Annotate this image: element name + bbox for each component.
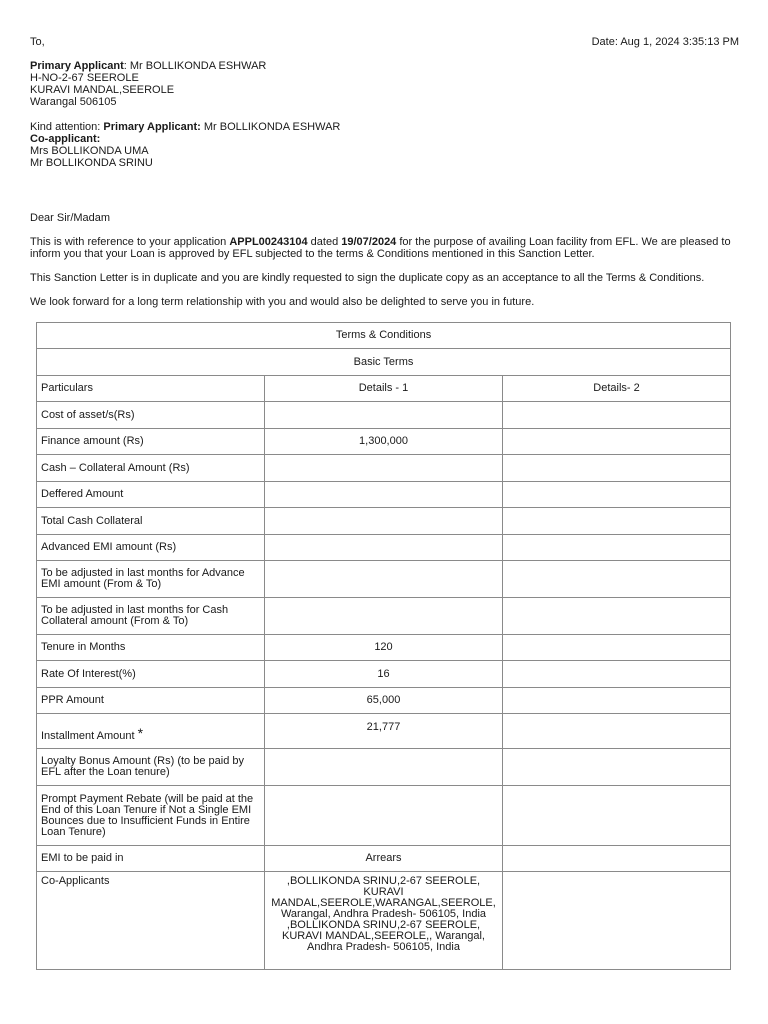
- row-details-1: [265, 749, 503, 786]
- row-details-2: [503, 872, 731, 970]
- address-line-2: KURAVI MANDAL,SEEROLE: [30, 84, 175, 96]
- row-details-1: 120: [265, 635, 503, 661]
- row-label: Installment Amount *: [37, 714, 265, 749]
- row-details-2: [503, 786, 731, 846]
- row-details-1: [265, 786, 503, 846]
- header-details-1: Details - 1: [265, 376, 503, 402]
- row-details-2: [503, 508, 731, 535]
- table-row: [37, 402, 731, 429]
- row-label: Finance amount (Rs): [37, 429, 265, 455]
- table-row: [37, 846, 731, 872]
- row-details-1: [265, 535, 503, 561]
- row-details-1: 21,777: [265, 714, 503, 749]
- primary-applicant-label: Primary Applicant: [30, 60, 124, 72]
- table-row: [37, 508, 731, 535]
- co-applicant-1: Mrs BOLLIKONDA UMA: [30, 145, 149, 157]
- row-label: To be adjusted in last months for Cash Collateral amount (From & To): [37, 598, 265, 635]
- table-row: [37, 482, 731, 508]
- terms-table: [36, 322, 731, 970]
- application-date: 19/07/2024: [341, 236, 397, 248]
- row-details-2: [503, 688, 731, 714]
- row-label: Cash – Collateral Amount (Rs): [37, 455, 265, 482]
- table-row: [37, 786, 731, 846]
- row-label: Advanced EMI amount (Rs): [37, 535, 265, 561]
- row-details-2: [503, 482, 731, 508]
- attention-line: [30, 121, 340, 133]
- to-line: To,: [30, 36, 45, 48]
- row-details-2: [503, 429, 731, 455]
- row-details-1: [265, 561, 503, 598]
- row-details-2: [503, 846, 731, 872]
- header-particulars: Particulars: [37, 376, 265, 402]
- row-details-1: [265, 455, 503, 482]
- row-details-2: [503, 635, 731, 661]
- attention-block: [30, 121, 340, 169]
- row-label: Rate Of Interest(%): [37, 661, 265, 688]
- row-details-2: [503, 402, 731, 429]
- co-applicant-2: Mr BOLLIKONDA SRINU: [30, 157, 153, 169]
- table-title-row: [37, 323, 731, 349]
- paragraph-3: We look forward for a long term relationship with you and would also be delighted to serve you in future.: [30, 296, 535, 308]
- header-details-2: Details- 2: [503, 376, 731, 402]
- table-row: [37, 561, 731, 598]
- salutation: Dear Sir/Madam: [30, 212, 111, 224]
- row-details-2: [503, 661, 731, 688]
- row-details-2: [503, 455, 731, 482]
- attention-primary-label: Primary Applicant:: [103, 121, 201, 133]
- address-block: [30, 60, 266, 108]
- table-row: [37, 749, 731, 786]
- paragraph-2: This Sanction Letter is in duplicate and you are kindly requested to sign the duplicate copy as an acceptance to all the Terms & Conditions.: [30, 272, 705, 284]
- table-row: [37, 635, 731, 661]
- table-subtitle-row: [37, 349, 731, 376]
- row-details-1: ,BOLLIKONDA SRINU,2-67 SEEROLE, KURAVI MANDAL,SEEROLE,WARANGAL,SEEROLE, Warangal, Andhra Pradesh- 506105, India ,BOLLIKONDA SRINU,2-67 SEEROLE, KURAVI MANDAL,SEEROLE,, Warangal, Andhra Pradesh- 506105, India: [265, 872, 503, 970]
- primary-applicant-name: : Mr BOLLIKONDA ESHWAR: [123, 60, 267, 72]
- letter-date: Date: Aug 1, 2024 3:35:13 PM: [591, 36, 739, 48]
- table-row: [37, 598, 731, 635]
- table-row: [37, 872, 731, 970]
- address-line-3: Warangal 506105: [30, 96, 117, 108]
- row-label: Deffered Amount: [37, 482, 265, 508]
- row-label: Prompt Payment Rebate (will be paid at the End of this Loan Tenure if Not a Single EMI Bounces due to Insufficient Funds in Entire Loan Tenure): [37, 786, 265, 846]
- paragraph-1: This is with reference to your application APPL00243104 dated 19/07/2024 for the purpose of availing Loan facility from EFL. We are pleased to inform you that your Loan is approved by EFL subjected to the terms & Conditions mentioned in this Sanction Letter.: [30, 236, 731, 260]
- table-row: [37, 688, 731, 714]
- table-row: [37, 455, 731, 482]
- table-row: [37, 535, 731, 561]
- table-row: [37, 714, 731, 749]
- row-details-1: Arrears: [265, 846, 503, 872]
- table-row: [37, 661, 731, 688]
- attention-primary-name: Mr BOLLIKONDA ESHWAR: [200, 121, 341, 133]
- row-details-1: 65,000: [265, 688, 503, 714]
- row-label: Cost of asset/s(Rs): [37, 402, 265, 429]
- row-label: Total Cash Collateral: [37, 508, 265, 535]
- row-label: Co-Applicants: [37, 872, 265, 970]
- row-details-1: [265, 508, 503, 535]
- row-details-2: [503, 598, 731, 635]
- attention-prefix: Kind attention:: [30, 121, 104, 133]
- table-row: [37, 429, 731, 455]
- row-details-2: [503, 749, 731, 786]
- row-details-1: [265, 482, 503, 508]
- row-label: Loyalty Bonus Amount (Rs) (to be paid by EFL after the Loan tenure): [37, 749, 265, 786]
- co-applicant-label: Co-applicant:: [30, 133, 101, 145]
- address-line-1: H-NO-2-67 SEEROLE: [30, 72, 139, 84]
- table-subtitle: Basic Terms: [37, 349, 731, 376]
- row-details-1: [265, 598, 503, 635]
- asterisk-mark: *: [137, 725, 144, 741]
- row-details-1: 16: [265, 661, 503, 688]
- row-label: EMI to be paid in: [37, 846, 265, 872]
- row-details-2: [503, 714, 731, 749]
- primary-applicant-line: [30, 60, 266, 72]
- row-label: To be adjusted in last months for Advance EMI amount (From & To): [37, 561, 265, 598]
- row-details-2: [503, 535, 731, 561]
- table-header-row: [37, 376, 731, 402]
- row-label: PPR Amount: [37, 688, 265, 714]
- application-number: APPL00243104: [229, 236, 308, 248]
- row-details-2: [503, 561, 731, 598]
- row-details-1: [265, 402, 503, 429]
- row-details-1: 1,300,000: [265, 429, 503, 455]
- row-label: Tenure in Months: [37, 635, 265, 661]
- table-title: Terms & Conditions: [37, 323, 731, 349]
